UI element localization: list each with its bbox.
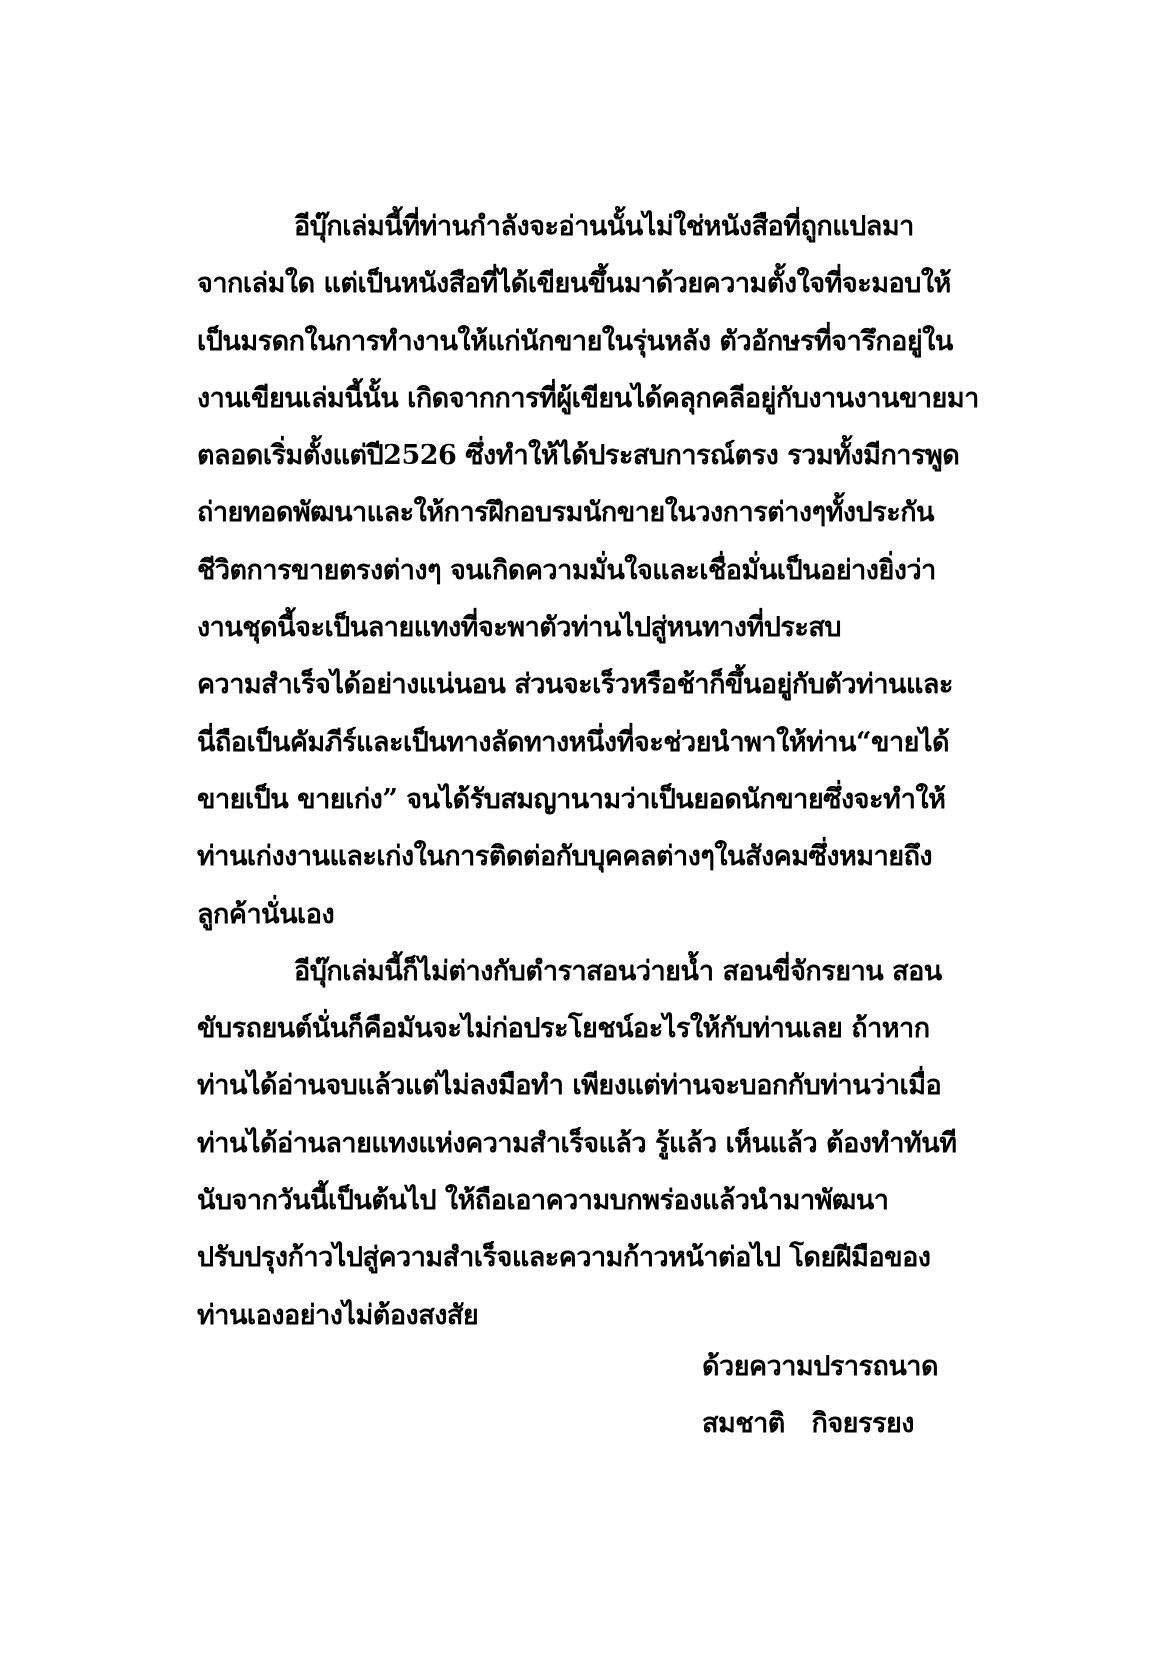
paragraph-1-line-1: อีบุ๊กเล่มนี้ที่ท่านกำลังจะอ่านนั้นไม่ใช่หนังสือที่ถูกแปลมา bbox=[294, 211, 914, 242]
signoff-block bbox=[702, 1338, 938, 1452]
paragraph-1-line-10: นี่ถือเป็นคัมภีร์และเป็นทางลัดทางหนึ่งที่จะช่วยนำพาให้ท่าน“ขายได้ bbox=[197, 726, 950, 758]
paragraph-1-line-5: ตลอดเริ่มตั้งแต่ปี2526 ซึ่งทำให้ได้ประสบการณ์ตรง รวมทั้งมีการพูด bbox=[197, 440, 960, 472]
paragraph-1-line-4: งานเขียนเล่มนี้นั้น เกิดจากการที่ผู้เขียนได้คลุกคลีอยู่กับงานงานขายมา bbox=[197, 382, 979, 414]
paragraph-1-line-9: ความสำเร็จได้อย่างแน่นอน ส่วนจะเร็วหรือช้าก็ขึ้นอยู่กับตัวท่านและ bbox=[197, 669, 953, 701]
paragraph-2-line-7: ท่านเองอย่างไม่ต้องสงสัย bbox=[197, 1299, 479, 1331]
closing-line: ด้วยความปรารถนาด bbox=[702, 1351, 939, 1382]
foreword-body bbox=[197, 198, 977, 1344]
paragraph-2-line-4: ท่านได้อ่านลายแทงแห่งความสำเร็จแล้ว รู้แล้ว เห็นแล้ว ต้องทำทันที bbox=[197, 1127, 957, 1159]
paragraph-2-line-5: นับจากวันนี้เป็นต้นไป ให้ถือเอาความบกพร่องแล้วนำมาพัฒนา bbox=[197, 1185, 889, 1217]
paragraph-1-line-11: ขายเป็น ขายเก่ง” จนได้รับสมญานามว่าเป็นยอดนักขายซึ่งจะทำให้ bbox=[197, 783, 946, 815]
paragraph-1-line-6: ถ่ายทอดพัฒนาและให้การฝึกอบรมนักขายในวงการต่างๆทั้งประกัน bbox=[197, 497, 934, 529]
paragraph-2-line-3: ท่านได้อ่านจบแล้วแต่ไม่ลงมือทำ เพียงแต่ท่านจะบอกกับท่านว่าเมื่อ bbox=[197, 1070, 942, 1102]
paragraph-1-line-8: งานชุดนี้จะเป็นลายแทงที่จะพาตัวท่านไปสู่หนทางที่ประสบ bbox=[197, 612, 842, 644]
paragraph-2-line-6: ปรับปรุงก้าวไปสู่ความสำเร็จและความก้าวหน้าต่อไป โดยฝีมือของ bbox=[197, 1242, 931, 1274]
paragraph-1-line-3: เป็นมรดกในการทำงานให้แก่นักขายในรุ่นหลัง ตัวอักษรที่จารึกอยู่ใน bbox=[197, 325, 953, 357]
author-signature: สมชาติ กิจยรรยง bbox=[702, 1408, 914, 1439]
paragraph-2-line-2: ขับรถยนต์นั่นก็คือมันจะไม่ก่อประโยชน์อะไรให้กับท่านเลย ถ้าหาก bbox=[197, 1013, 930, 1045]
paragraph-1-line-12: ท่านเก่งงานและเก่งในการติดต่อกับบุคคลต่างๆในสังคมซึ่งหมายถึง bbox=[197, 841, 933, 873]
paragraph-1-line-2: จากเล่มใด แต่เป็นหนังสือที่ได้เขียนขึ้นมาด้วยความตั้งใจที่จะมอบให้ bbox=[197, 268, 951, 300]
paragraph-1-line-13: ลูกค้านั่นเอง bbox=[197, 898, 335, 930]
paragraph-2-line-1: อีบุ๊กเล่มนี้ก็ไม่ต่างกับตำราสอนว่ายน้ำ สอนขี่จักรยาน สอน bbox=[294, 955, 942, 987]
paragraph-1-line-7: ชีวิตการขายตรงต่างๆ จนเกิดความมั่นใจและเชื่อมั่นเป็นอย่างยิ่งว่า bbox=[197, 554, 936, 586]
